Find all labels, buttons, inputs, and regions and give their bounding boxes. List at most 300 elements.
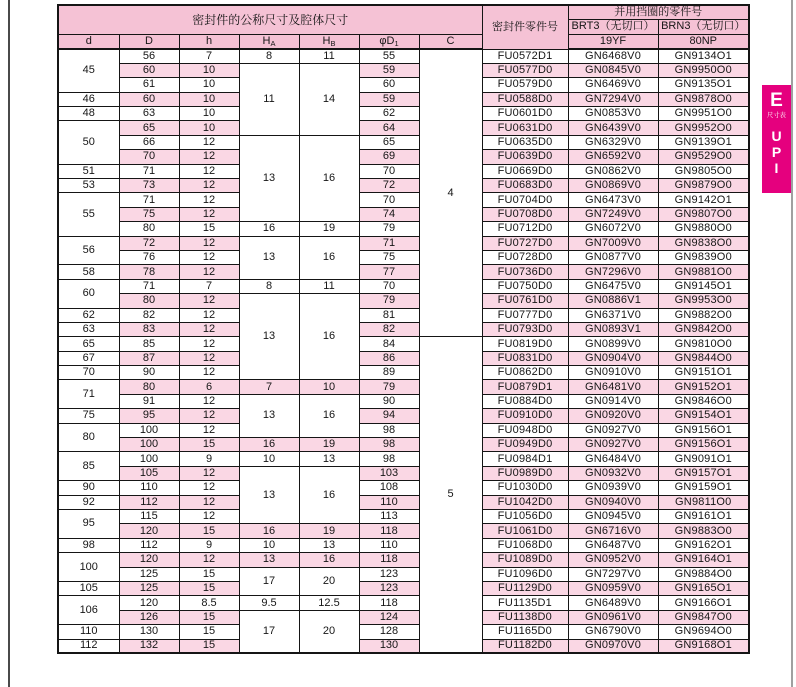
cell-brt3-19yf-part-no: GN0927V0 [568, 438, 658, 452]
section-tab-series-i: I [774, 160, 779, 176]
cell-phiD1: 79 [359, 294, 419, 308]
cell-seal-part-no: FU1182D0 [482, 639, 568, 653]
table-row [58, 337, 749, 351]
cell-D: 61 [119, 78, 179, 92]
table-row [58, 193, 749, 207]
cell-HB: 16 [299, 236, 359, 279]
cell-d: 67 [58, 351, 119, 365]
table-row [58, 351, 749, 365]
cell-d: 51 [58, 164, 119, 178]
table-row [58, 495, 749, 509]
cell-phiD1: 70 [359, 279, 419, 293]
cell-seal-part-no: FU0879D1 [482, 380, 568, 394]
table-row [58, 279, 749, 293]
cell-d: 105 [58, 581, 119, 595]
cell-h: 12 [179, 207, 239, 221]
cell-d: 65 [58, 337, 119, 351]
cell-brn3-80np-part-no: GN9880O0 [658, 222, 749, 236]
table-row [58, 466, 749, 480]
cell-phiD1: 84 [359, 337, 419, 351]
cell-seal-part-no: FU0989D0 [482, 466, 568, 480]
cell-d: 56 [58, 236, 119, 265]
cell-h: 12 [179, 164, 239, 178]
cell-brt3-19yf-part-no: GN0920V0 [568, 409, 658, 423]
cell-brt3-19yf-part-no: GN0961V0 [568, 610, 658, 624]
cell-HA: 11 [239, 63, 299, 135]
cell-phiD1: 55 [359, 49, 419, 63]
cell-brt3-19yf-part-no: GN0970V0 [568, 639, 658, 653]
cell-HA: 13 [239, 236, 299, 279]
cell-brt3-19yf-part-no: GN6439V0 [568, 121, 658, 135]
cell-h: 12 [179, 337, 239, 351]
cell-d: 100 [58, 553, 119, 582]
cell-phiD1: 124 [359, 610, 419, 624]
cell-h: 10 [179, 107, 239, 121]
cell-phiD1: 62 [359, 107, 419, 121]
cell-D: 87 [119, 351, 179, 365]
cell-D: 120 [119, 596, 179, 610]
cell-phiD1: 70 [359, 193, 419, 207]
cell-seal-part-no: FU0601D0 [482, 107, 568, 121]
cell-h: 15 [179, 524, 239, 538]
cell-brn3-80np-part-no: GN9879O0 [658, 179, 749, 193]
cell-phiD1: 74 [359, 207, 419, 221]
section-tab-label: 尺寸表 [767, 112, 786, 119]
header-col-C: C [419, 34, 482, 49]
cell-brt3-19yf-part-no: GN6489V0 [568, 596, 658, 610]
cell-h: 12 [179, 481, 239, 495]
cell-brt3-19yf-part-no: GN0910V0 [568, 366, 658, 380]
cell-seal-part-no: FU0708D0 [482, 207, 568, 221]
table-header [58, 5, 749, 49]
cell-D: 56 [119, 49, 179, 63]
cell-h: 12 [179, 394, 239, 408]
cell-HA: 8 [239, 279, 299, 293]
cell-brt3-19yf-part-no: GN6716V0 [568, 524, 658, 538]
cell-D: 70 [119, 150, 179, 164]
cell-brn3-80np-part-no: GN9168O1 [658, 639, 749, 653]
cell-HB: 11 [299, 279, 359, 293]
section-tab-e-dimension-table [762, 85, 791, 193]
cell-D: 132 [119, 639, 179, 653]
table-row [58, 423, 749, 437]
cell-brn3-80np-part-no: GN9883O0 [658, 524, 749, 538]
cell-D: 80 [119, 380, 179, 394]
cell-brt3-19yf-part-no: GN0939V0 [568, 481, 658, 495]
cell-brt3-19yf-part-no: GN0869V0 [568, 179, 658, 193]
header-col-HB: $H_B$ [299, 34, 359, 49]
cell-HB: 20 [299, 567, 359, 596]
cell-phiD1: 69 [359, 150, 419, 164]
cell-phiD1: 118 [359, 596, 419, 610]
cell-brn3-80np-part-no: GN9953O0 [658, 294, 749, 308]
table-row [58, 322, 749, 336]
cell-HA: 10 [239, 538, 299, 552]
cell-h: 12 [179, 366, 239, 380]
cell-brn3-80np-part-no: GN9952O0 [658, 121, 749, 135]
cell-seal-part-no: FU1089D0 [482, 553, 568, 567]
cell-h: 15 [179, 639, 239, 653]
header-col-80NP: 80NP [658, 34, 749, 49]
cell-brt3-19yf-part-no: GN0899V0 [568, 337, 658, 351]
cell-h: 12 [179, 351, 239, 365]
header-col-phiD1: $\varphi D_1$ [359, 34, 419, 49]
cell-d: 98 [58, 538, 119, 552]
cell-h: 12 [179, 423, 239, 437]
table-row [58, 581, 749, 595]
table-row [58, 63, 749, 77]
cell-brn3-80np-part-no: GN9951O0 [658, 107, 749, 121]
cell-d: 95 [58, 510, 119, 539]
cell-seal-part-no: FU0948D0 [482, 423, 568, 437]
cell-seal-part-no: FU0572D1 [482, 49, 568, 63]
cell-h: 7 [179, 49, 239, 63]
cell-phiD1: 59 [359, 92, 419, 106]
table-row [58, 265, 749, 279]
cell-phiD1: 75 [359, 250, 419, 264]
cell-h: 7 [179, 279, 239, 293]
cell-phiD1: 123 [359, 581, 419, 595]
cell-brn3-80np-part-no: GN9166O1 [658, 596, 749, 610]
cell-phiD1: 110 [359, 495, 419, 509]
cell-brt3-19yf-part-no: GN6371V0 [568, 308, 658, 322]
cell-brn3-80np-part-no: GN9156O1 [658, 438, 749, 452]
cell-seal-part-no: FU1056D0 [482, 510, 568, 524]
cell-brn3-80np-part-no: GN9142O1 [658, 193, 749, 207]
cell-D: 78 [119, 265, 179, 279]
cell-brn3-80np-part-no: GN9159O1 [658, 481, 749, 495]
cell-d: 80 [58, 423, 119, 452]
table-row [58, 236, 749, 250]
cell-seal-part-no: FU0579D0 [482, 78, 568, 92]
cell-h: 10 [179, 63, 239, 77]
cell-brn3-80np-part-no: GN9844O0 [658, 351, 749, 365]
cell-brn3-80np-part-no: GN9810O0 [658, 337, 749, 351]
cell-h: 15 [179, 625, 239, 639]
cell-d: 50 [58, 121, 119, 164]
cell-D: 105 [119, 466, 179, 480]
cell-brt3-19yf-part-no: GN0914V0 [568, 394, 658, 408]
cell-brn3-80np-part-no: GN9145O1 [658, 279, 749, 293]
cell-d: 46 [58, 92, 119, 106]
cell-D: 60 [119, 92, 179, 106]
cell-phiD1: 82 [359, 322, 419, 336]
cell-phiD1: 94 [359, 409, 419, 423]
table-row [58, 92, 749, 106]
cell-d: 70 [58, 366, 119, 380]
header-col-D: D [119, 34, 179, 49]
cell-h: 8.5 [179, 596, 239, 610]
cell-seal-part-no: FU0635D0 [482, 135, 568, 149]
cell-brn3-80np-part-no: GN9807O0 [658, 207, 749, 221]
cell-h: 15 [179, 610, 239, 624]
table-row [58, 150, 749, 164]
cell-HB: 19 [299, 438, 359, 452]
cell-HA: 7 [239, 380, 299, 394]
cell-brt3-19yf-part-no: GN0952V0 [568, 553, 658, 567]
cell-seal-part-no: FU0884D0 [482, 394, 568, 408]
cell-h: 12 [179, 322, 239, 336]
cell-D: 76 [119, 250, 179, 264]
cell-brn3-80np-part-no: GN9950O0 [658, 63, 749, 77]
header-seal-part-no: 密封件零件号 [482, 5, 568, 49]
cell-seal-part-no: FU0727D0 [482, 236, 568, 250]
cell-HA: 13 [239, 553, 299, 567]
cell-D: 112 [119, 538, 179, 552]
cell-brt3-19yf-part-no: GN0959V0 [568, 581, 658, 595]
cell-D: 71 [119, 164, 179, 178]
cell-HB: 16 [299, 135, 359, 221]
cell-seal-part-no: FU1061D0 [482, 524, 568, 538]
cell-h: 9 [179, 538, 239, 552]
section-tab-letter: E [770, 90, 783, 111]
cell-brn3-80np-part-no: GN9157O1 [658, 466, 749, 480]
cell-seal-part-no: FU1165D0 [482, 625, 568, 639]
cell-brn3-80np-part-no: GN9805O0 [658, 164, 749, 178]
cell-HB: 16 [299, 553, 359, 567]
cell-d: 75 [58, 409, 119, 423]
cell-brn3-80np-part-no: GN9161O1 [658, 510, 749, 524]
cell-seal-part-no: FU0577D0 [482, 63, 568, 77]
table-row [58, 222, 749, 236]
table-row [58, 121, 749, 135]
table-row [58, 250, 749, 264]
cell-d: 48 [58, 107, 119, 121]
cell-brt3-19yf-part-no: GN0862V0 [568, 164, 658, 178]
cell-d: 71 [58, 380, 119, 409]
cell-seal-part-no: FU1030D0 [482, 481, 568, 495]
cell-brn3-80np-part-no: GN9164O1 [658, 553, 749, 567]
table-row [58, 207, 749, 221]
cell-seal-part-no: FU1129D0 [482, 581, 568, 595]
cell-HB: 16 [299, 466, 359, 524]
cell-HB: 14 [299, 63, 359, 135]
cell-brn3-80np-part-no: GN9134O1 [658, 49, 749, 63]
cell-HB: 16 [299, 394, 359, 437]
cell-seal-part-no: FU0712D0 [482, 222, 568, 236]
header-brt3: BRT3（无切口） [568, 19, 658, 34]
table-row [58, 567, 749, 581]
cell-seal-part-no: FU0639D0 [482, 150, 568, 164]
cell-brn3-80np-part-no: GN9694O0 [658, 625, 749, 639]
cell-D: 72 [119, 236, 179, 250]
cell-brt3-19yf-part-no: GN6481V0 [568, 380, 658, 394]
table-row [58, 107, 749, 121]
cell-h: 10 [179, 92, 239, 106]
cell-phiD1: 89 [359, 366, 419, 380]
header-col-h: h [179, 34, 239, 49]
cell-d: 55 [58, 193, 119, 236]
cell-seal-part-no: FU0704D0 [482, 193, 568, 207]
cell-brt3-19yf-part-no: GN0845V0 [568, 63, 658, 77]
cell-h: 12 [179, 466, 239, 480]
seal-dimension-table [57, 4, 750, 654]
cell-seal-part-no: FU0984D1 [482, 452, 568, 466]
cell-D: 60 [119, 63, 179, 77]
cell-brn3-80np-part-no: GN9154O1 [658, 409, 749, 423]
cell-HA: 9.5 [239, 596, 299, 610]
header-col-19YF: 19YF [568, 34, 658, 49]
table-row [58, 438, 749, 452]
table-row [58, 452, 749, 466]
cell-d: 85 [58, 452, 119, 481]
cell-D: 120 [119, 524, 179, 538]
table-row [58, 481, 749, 495]
cell-seal-part-no: FU1042D0 [482, 495, 568, 509]
cell-brn3-80np-part-no: GN9152O1 [658, 380, 749, 394]
header-col-HA: $H_A$ [239, 34, 299, 49]
cell-phiD1: 110 [359, 538, 419, 552]
cell-HB: 16 [299, 294, 359, 380]
cell-brn3-80np-part-no: GN9165O1 [658, 581, 749, 595]
cell-brt3-19yf-part-no: GN6329V0 [568, 135, 658, 149]
cell-phiD1: 118 [359, 553, 419, 567]
cell-HA: 10 [239, 452, 299, 466]
table-row [58, 409, 749, 423]
cell-D: 71 [119, 193, 179, 207]
cell-brt3-19yf-part-no: GN0945V0 [568, 510, 658, 524]
cell-brn3-80np-part-no: GN9882O0 [658, 308, 749, 322]
table-row [58, 308, 749, 322]
cell-brt3-19yf-part-no: GN0853V0 [568, 107, 658, 121]
cell-phiD1: 113 [359, 510, 419, 524]
cell-h: 12 [179, 495, 239, 509]
cell-brn3-80np-part-no: GN9135O1 [658, 78, 749, 92]
cell-phiD1: 79 [359, 380, 419, 394]
cell-phiD1: 118 [359, 524, 419, 538]
cell-D: 71 [119, 279, 179, 293]
cell-D: 91 [119, 394, 179, 408]
cell-phiD1: 71 [359, 236, 419, 250]
cell-HA: 16 [239, 438, 299, 452]
cell-phiD1: 128 [359, 625, 419, 639]
cell-h: 12 [179, 193, 239, 207]
cell-seal-part-no: FU0669D0 [482, 164, 568, 178]
section-tab-series-p: P [771, 144, 782, 160]
cell-d: 110 [58, 625, 119, 639]
cell-brn3-80np-part-no: GN9529O0 [658, 150, 749, 164]
cell-phiD1: 64 [359, 121, 419, 135]
cell-brn3-80np-part-no: GN9881O0 [658, 265, 749, 279]
cell-seal-part-no: FU0831D0 [482, 351, 568, 365]
cell-h: 15 [179, 581, 239, 595]
cell-h: 12 [179, 179, 239, 193]
cell-D: 112 [119, 495, 179, 509]
cell-h: 15 [179, 222, 239, 236]
cell-D: 85 [119, 337, 179, 351]
cell-HB: 19 [299, 524, 359, 538]
cell-h: 12 [179, 250, 239, 264]
cell-brn3-80np-part-no: GN9884O0 [658, 567, 749, 581]
cell-d: 62 [58, 308, 119, 322]
cell-brt3-19yf-part-no: GN0940V0 [568, 495, 658, 509]
cell-brn3-80np-part-no: GN9839O0 [658, 250, 749, 264]
cell-brt3-19yf-part-no: GN6473V0 [568, 193, 658, 207]
cell-HA: 17 [239, 610, 299, 653]
cell-phiD1: 79 [359, 222, 419, 236]
cell-brt3-19yf-part-no: GN7009V0 [568, 236, 658, 250]
cell-HA: 13 [239, 294, 299, 380]
header-backup-ring-title: 并用挡圈的零件号 [568, 5, 749, 19]
cell-seal-part-no: FU0736D0 [482, 265, 568, 279]
cell-phiD1: 103 [359, 466, 419, 480]
cell-phiD1: 65 [359, 135, 419, 149]
cell-brt3-19yf-part-no: GN6469V0 [568, 78, 658, 92]
cell-brt3-19yf-part-no: GN6468V0 [568, 49, 658, 63]
cell-brn3-80np-part-no: GN9156O1 [658, 423, 749, 437]
cell-d: 45 [58, 49, 119, 92]
cell-D: 63 [119, 107, 179, 121]
cell-D: 80 [119, 294, 179, 308]
cell-brt3-19yf-part-no: GN7297V0 [568, 567, 658, 581]
cell-seal-part-no: FU0750D0 [482, 279, 568, 293]
cell-seal-part-no: FU0819D0 [482, 337, 568, 351]
cell-brn3-80np-part-no: GN9091O1 [658, 452, 749, 466]
table-row [58, 380, 749, 394]
cell-brt3-19yf-part-no: GN7249V0 [568, 207, 658, 221]
cell-brn3-80np-part-no: GN9811O0 [658, 495, 749, 509]
cell-brn3-80np-part-no: GN9847O0 [658, 610, 749, 624]
cell-seal-part-no: FU0777D0 [482, 308, 568, 322]
cell-HB: 13 [299, 452, 359, 466]
cell-seal-part-no: FU1068D0 [482, 538, 568, 552]
cell-D: 115 [119, 510, 179, 524]
cell-brt3-19yf-part-no: GN0886V1 [568, 294, 658, 308]
cell-D: 73 [119, 179, 179, 193]
cell-D: 95 [119, 409, 179, 423]
cell-phiD1: 108 [359, 481, 419, 495]
cell-h: 9 [179, 452, 239, 466]
cell-seal-part-no: FU0862D0 [482, 366, 568, 380]
table-row [58, 135, 749, 149]
table-body [58, 49, 749, 653]
cell-D: 110 [119, 481, 179, 495]
cell-brt3-19yf-part-no: GN6484V0 [568, 452, 658, 466]
cell-h: 12 [179, 135, 239, 149]
cell-brn3-80np-part-no: GN9139O1 [658, 135, 749, 149]
cell-brn3-80np-part-no: GN9838O0 [658, 236, 749, 250]
cell-phiD1: 86 [359, 351, 419, 365]
cell-D: 65 [119, 121, 179, 135]
cell-seal-part-no: FU1138D0 [482, 610, 568, 624]
cell-seal-part-no: FU0793D0 [482, 322, 568, 336]
cell-D: 125 [119, 567, 179, 581]
table-row [58, 179, 749, 193]
cell-HA: 17 [239, 567, 299, 596]
cell-seal-part-no: FU0588D0 [482, 92, 568, 106]
cell-D: 120 [119, 553, 179, 567]
cell-D: 82 [119, 308, 179, 322]
cell-brt3-19yf-part-no: GN6592V0 [568, 150, 658, 164]
page-edge-left-line [8, 0, 10, 687]
table-row [58, 553, 749, 567]
cell-d: 53 [58, 179, 119, 193]
cell-HB: 10 [299, 380, 359, 394]
cell-D: 100 [119, 423, 179, 437]
table-row [58, 625, 749, 639]
cell-seal-part-no: FU0631D0 [482, 121, 568, 135]
table-row [58, 610, 749, 624]
cell-d: 63 [58, 322, 119, 336]
cell-C: 5 [419, 337, 482, 654]
cell-D: 130 [119, 625, 179, 639]
cell-HB: 13 [299, 538, 359, 552]
cell-D: 80 [119, 222, 179, 236]
cell-h: 12 [179, 265, 239, 279]
cell-brt3-19yf-part-no: GN7294V0 [568, 92, 658, 106]
header-dimensions-title: 密封件的公称尺寸及腔体尺寸 [58, 5, 482, 34]
cell-HB: 20 [299, 610, 359, 653]
